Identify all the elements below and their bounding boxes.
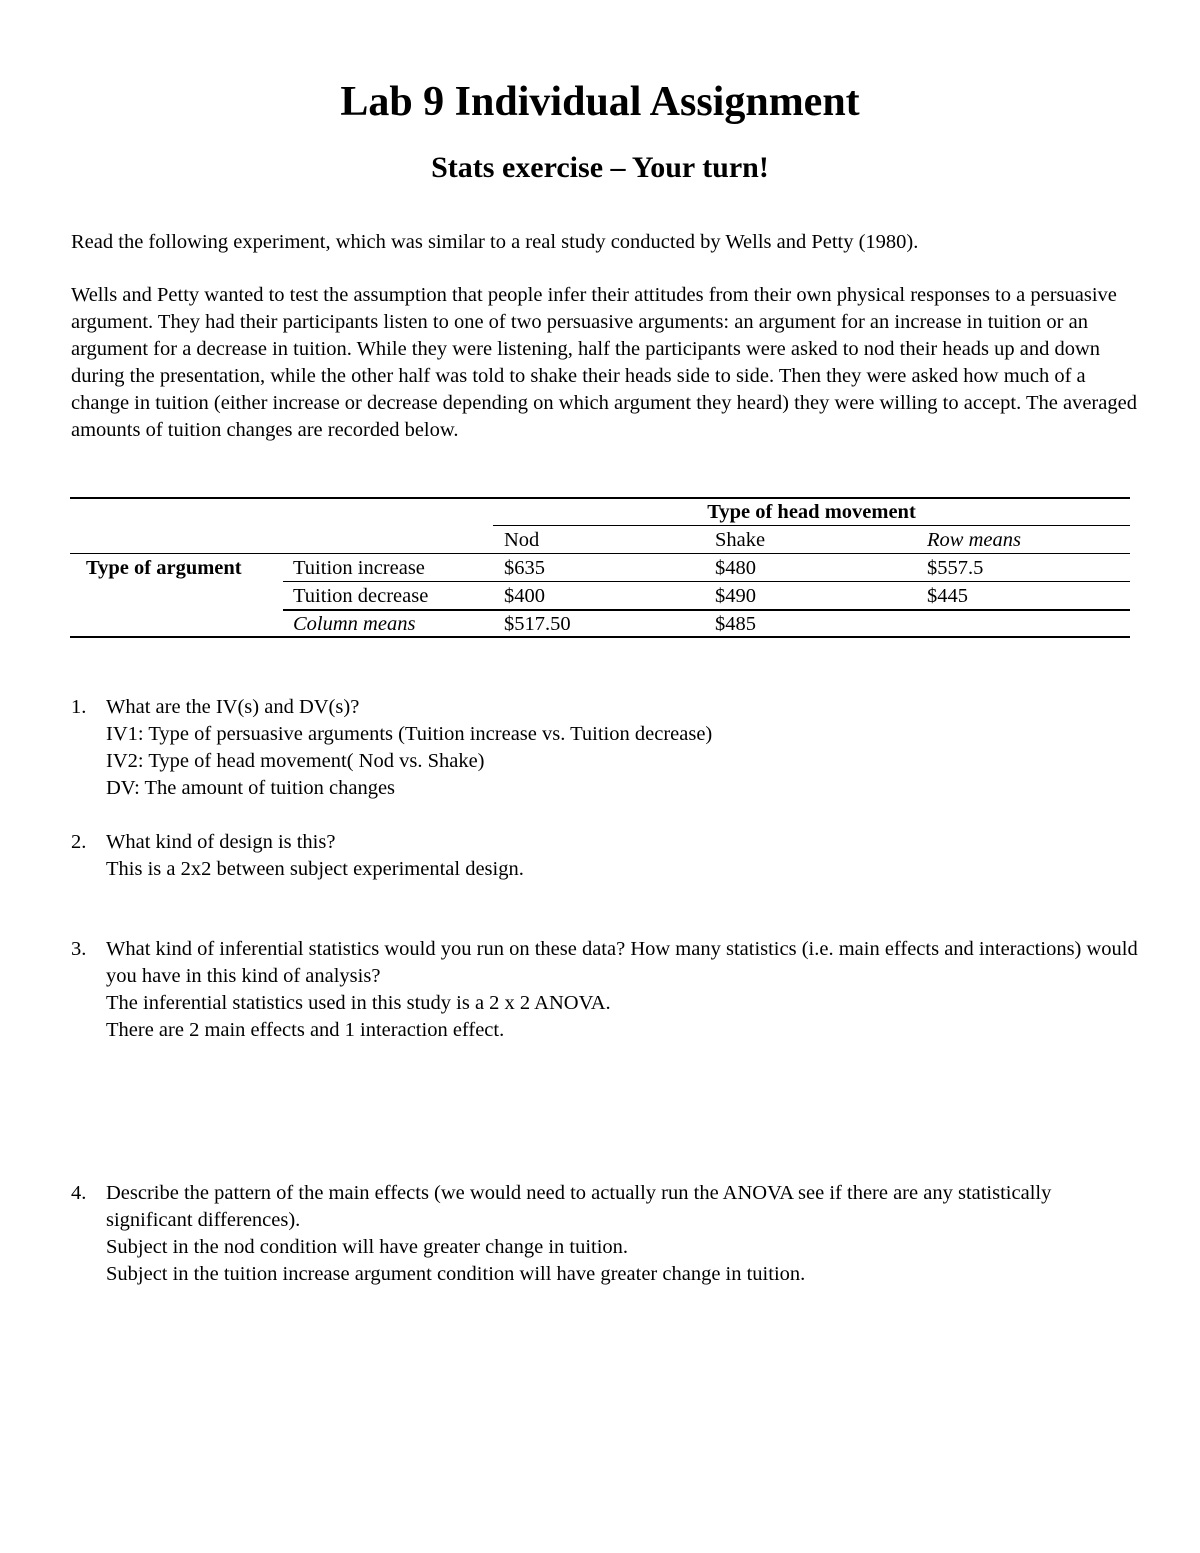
question-4	[71, 1180, 1141, 1288]
question-text: Describe the pattern of the main effects (we would need to actually run the ANOVA see if there are any statistically significant differences).	[106, 1182, 1052, 1231]
row-label: Tuition decrease	[293, 585, 429, 607]
answer-line: IV2: Type of head movement( Nod vs. Shake)	[106, 750, 485, 772]
experiment-description: Wells and Petty wanted to test the assumption that people infer their attitudes from their own physical responses to a persuasive argument. They had their participants listen to one of two persuasive arguments: an argument for an increase in tuition or an argument for a decrease in tuition. While they were listening, half the participants were asked to nod their heads up and down during the presentation, while the other half was told to shake their heads side to side. Then they were asked how much of a change in tuition (either increase or decrease depending on which argument they heard) they were willing to accept. The averaged amounts of tuition changes are recorded below.	[71, 284, 1137, 441]
table-cell: $400	[504, 585, 545, 607]
answer-line: Subject in the tuition increase argument condition will have greater change in tuition.	[106, 1263, 806, 1285]
results-table	[70, 497, 1130, 639]
group-header: Type of head movement	[707, 501, 916, 523]
question-2	[71, 829, 1141, 883]
row-label: Tuition increase	[293, 557, 425, 579]
answer-line: There are 2 main effects and 1 interaction effect.	[106, 1019, 505, 1041]
answer-line: IV1: Type of persuasive arguments (Tuition increase vs. Tuition decrease)	[106, 723, 713, 745]
table-cell: $485	[715, 613, 756, 635]
question-number: 1.	[71, 696, 87, 718]
table-cell: $445	[927, 585, 968, 607]
table-cell: $557.5	[927, 557, 984, 579]
row-label: Column means	[293, 613, 416, 635]
answer-line: The inferential statistics used in this study is a 2 x 2 ANOVA.	[106, 992, 611, 1014]
table-cell: $480	[715, 557, 756, 579]
question-number: 4.	[71, 1182, 87, 1204]
table-cell: $490	[715, 585, 756, 607]
column-header: Row means	[927, 529, 1021, 551]
row-group-label: Type of argument	[86, 557, 242, 579]
question-3	[71, 936, 1141, 1044]
question-text: What kind of design is this?	[106, 831, 336, 853]
answer-line: DV: The amount of tuition changes	[106, 777, 396, 799]
column-header: Nod	[504, 529, 540, 551]
intro-paragraph: Read the following experiment, which was similar to a real study conducted by Wells and Petty (1980).	[71, 231, 919, 253]
column-header: Shake	[715, 529, 766, 551]
question-text: What are the IV(s) and DV(s)?	[106, 696, 360, 718]
page-title: Lab 9 Individual Assignment	[340, 79, 860, 125]
page-subtitle: Stats exercise – Your turn!	[431, 151, 769, 184]
answer-line: Subject in the nod condition will have greater change in tuition.	[106, 1236, 629, 1258]
table-cell: $635	[504, 557, 545, 579]
question-text: What kind of inferential statistics would you run on these data? How many statistics (i.e. main effects and interactions) would you have in this kind of analysis?	[106, 938, 1138, 987]
question-1	[71, 694, 1141, 802]
question-number: 2.	[71, 831, 87, 853]
table-bottom-rule	[70, 636, 1130, 638]
question-number: 3.	[71, 938, 87, 960]
table-cell: $517.50	[504, 613, 571, 635]
answer-line: This is a 2x2 between subject experimental design.	[106, 858, 524, 880]
